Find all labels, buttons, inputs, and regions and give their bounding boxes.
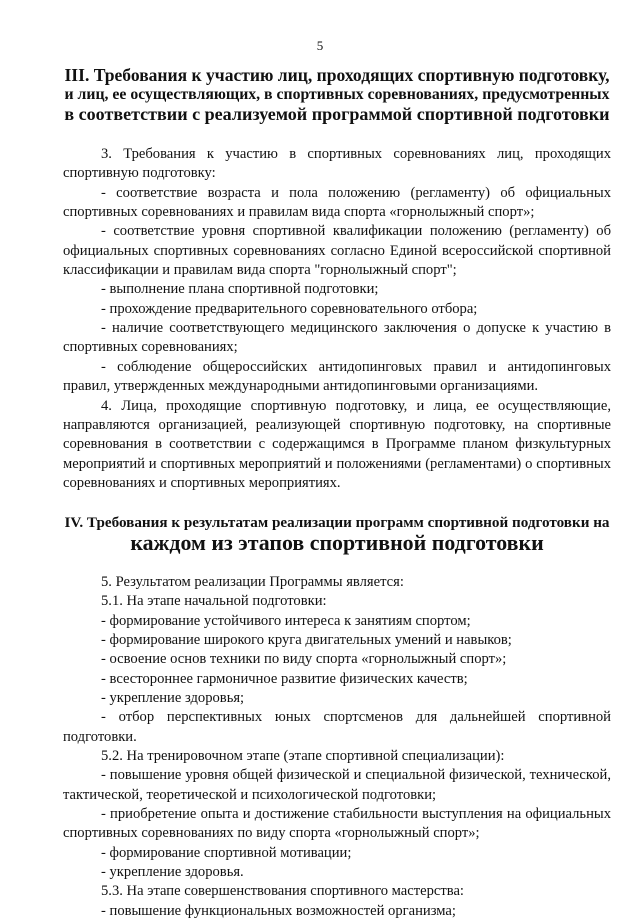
list-item: - отбор перспективных юных спортсменов для дальнейшей спортивной подготовки. [63,709,611,745]
list-item-training-plan: - выполнение плана спортивной подготовки; [101,281,379,298]
paragraph-5: 5. Результатом реализации Программы является: [101,573,404,590]
paragraph-3: 3. Требования к участию в спортивных соревнованиях лиц, проходящих спортивную подготовку: [63,146,611,182]
list-item: - укрепление здоровья. [101,864,244,881]
heading-line: в соответствии с реализуемой программой спортивной подготовки [64,103,610,124]
section-3-heading [63,66,611,124]
list-item: - освоение основ техники по виду спорта «горнолыжный спорт»; [101,651,507,668]
list-item-qualification: - соответствие уровня спортивной квалификации положению (регламенту) об официальных спортивных соревнованиях согласно Единой всероссийской спортивной классификации и правилам вида спорта "горнолыжный спорт"; [63,223,611,279]
list-item-age-gender: - соответствие возраста и пола положению (регламенту) об официальных спортивных соревнованиях и правилам вида спорта «горнолыжный спорт»; [63,184,611,221]
list-item-selection: - прохождение предварительного соревновательного отбора; [101,300,478,317]
heading-line: и лиц, ее осуществляющих, в спортивных соревнованиях, предусмотренных [64,86,610,104]
list-item-antidoping: - соблюдение общероссийских антидопинговых правил и антидопинговых правил, утвержденных международными антидопинговыми организациями. [63,358,611,395]
list-item: - повышение уровня общей физической и специальной физической, технической, тактической, теоретической и психологической подготовки; [63,767,611,803]
list-item-medical: - наличие соответствующего медицинского заключения о допуске к участию в спортивных соревнованиях; [63,320,611,356]
paragraph-4: 4. Лица, проходящие спортивную подготовку, и лица, ее осуществляющие, направляются организацией, реализующей спортивную подготовку, на спортивные соревнования в соответствии с содержащимся в Программе планом физкультурных мероприятий и спортивных мероприятий и положениями (регламентами) о спортивных соревнованиях и спортивных мероприятиях. [63,397,611,491]
list-item: - приобретение опыта и достижение стабильности выступления на официальных спортивных соревнованиях по виду спорта «горнолыжный спорт»; [63,806,611,842]
list-item: - повышение функциональных возможностей организма; [101,902,456,919]
heading-line: IV. Требования к результатам реализации программ спортивной подготовки на [64,514,610,532]
list-item: - формирование устойчивого интереса к занятиям спортом; [101,612,471,629]
heading-line: III. Требования к участию лиц, проходящих спортивную подготовку, [64,65,610,85]
paragraph-5-1: 5.1. На этапе начальной подготовки: [101,593,327,610]
document-body [63,66,611,921]
section-4-body [63,573,611,921]
section-4-heading [63,513,611,555]
list-item: - формирование широкого круга двигательных умений и навыков; [101,631,512,648]
heading-line: каждом из этапов спортивной подготовки [130,529,544,555]
paragraph-5-2: 5.2. На тренировочном этапе (этапе спортивной специализации): [101,748,505,764]
section-3-body [63,145,611,493]
paragraph-5-3: 5.3. На этапе совершенствования спортивного мастерства: [101,883,464,900]
page-number: 5 [316,38,324,53]
list-item: - укрепление здоровья; [101,689,245,706]
list-item: - всестороннее гармоничное развитие физических качеств; [101,670,468,687]
list-item: - формирование спортивной мотивации; [101,844,352,861]
